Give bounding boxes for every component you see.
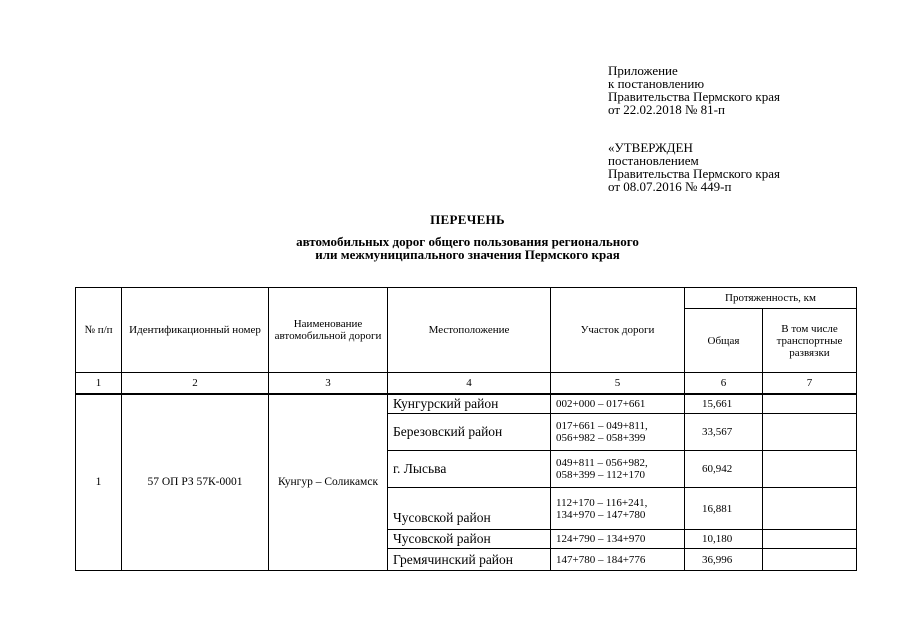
appendix-line: Правительства Пермского края	[608, 89, 780, 104]
total-length-cell: 16,881	[685, 488, 763, 530]
column-number: 7	[763, 373, 857, 394]
total-length-cell: 60,942	[685, 451, 763, 488]
column-number: 2	[122, 373, 269, 394]
segment-cell	[551, 451, 685, 488]
subtitle-line: автомобильных дорог общего пользования регионального	[296, 234, 639, 249]
column-number: 3	[269, 373, 388, 394]
total-length-cell: 15,661	[685, 394, 763, 414]
segment-line: 147+780 – 184+776	[556, 553, 646, 566]
roads-table	[75, 287, 857, 571]
header-num: № п/п	[76, 288, 122, 373]
appendix-line: к постановлению	[608, 76, 705, 91]
segment-line: 112+170 – 116+241,	[556, 496, 648, 509]
segment-line: 049+811 – 056+982,	[556, 457, 648, 469]
segment-line: 002+000 – 017+661	[556, 397, 646, 410]
road-number: 1	[76, 394, 122, 571]
approved-block	[608, 141, 780, 193]
interchanges-cell	[763, 488, 857, 530]
header-total: Общая	[685, 309, 763, 373]
header-segment: Участок дороги	[551, 288, 685, 373]
segment-line: 058+399 – 112+170	[556, 469, 645, 481]
approved-line: от 08.07.2016 № 449-п	[608, 179, 732, 194]
column-number: 5	[551, 373, 685, 394]
total-length-cell: 10,180	[685, 530, 763, 549]
segment-line: 017+661 – 049+811,	[556, 420, 648, 432]
header-id: Идентификационный номер	[122, 288, 269, 373]
interchanges-cell	[763, 414, 857, 451]
location-cell: Кунгурский район	[388, 394, 551, 414]
location-cell: Березовский район	[388, 414, 551, 451]
header-location: Местоположение	[388, 288, 551, 373]
interchanges-cell	[763, 451, 857, 488]
appendix-line: от 22.02.2018 № 81-п	[608, 102, 725, 117]
segment-cell	[551, 414, 685, 451]
appendix-line: Приложение	[608, 63, 678, 78]
location-cell: Чусовской район	[388, 488, 551, 530]
total-length-cell: 33,567	[685, 414, 763, 451]
location-cell: Чусовской район	[388, 530, 551, 549]
appendix-block	[608, 64, 780, 116]
header-name: Наименование автомобильной дороги	[269, 288, 388, 373]
segment-line: 124+790 – 134+970	[556, 533, 646, 545]
header-interchanges: В том числе транспортные развязки	[763, 309, 857, 373]
approved-line: «УТВЕРЖДЕН	[608, 140, 693, 155]
road-id: 57 ОП РЗ 57К-0001	[122, 394, 269, 571]
interchanges-cell	[763, 530, 857, 549]
segment-line: 056+982 – 058+399	[556, 432, 646, 444]
document-subtitle	[0, 235, 905, 261]
segment-cell	[551, 394, 685, 414]
approved-line: постановлением	[608, 153, 699, 168]
interchanges-cell	[763, 549, 857, 571]
segment-cell	[551, 488, 685, 530]
segment-cell	[551, 530, 685, 549]
column-number: 4	[388, 373, 551, 394]
interchanges-cell	[763, 394, 857, 414]
approved-line: Правительства Пермского края	[608, 166, 780, 181]
location-cell: г. Лысьва	[388, 451, 551, 488]
column-number: 1	[76, 373, 122, 394]
table-row	[76, 394, 857, 414]
column-number: 6	[685, 373, 763, 394]
header-length: Протяженность, км	[685, 288, 857, 309]
location-cell: Гремячинский район	[388, 549, 551, 571]
total-length-cell: 36,996	[685, 549, 763, 571]
road-name: Кунгур – Соликамск	[269, 394, 388, 571]
subtitle-line: или межмуниципального значения Пермского края	[315, 247, 620, 262]
segment-line: 134+970 – 147+780	[556, 508, 646, 521]
segment-cell	[551, 549, 685, 571]
document-title: ПЕРЕЧЕНЬ	[430, 212, 505, 227]
